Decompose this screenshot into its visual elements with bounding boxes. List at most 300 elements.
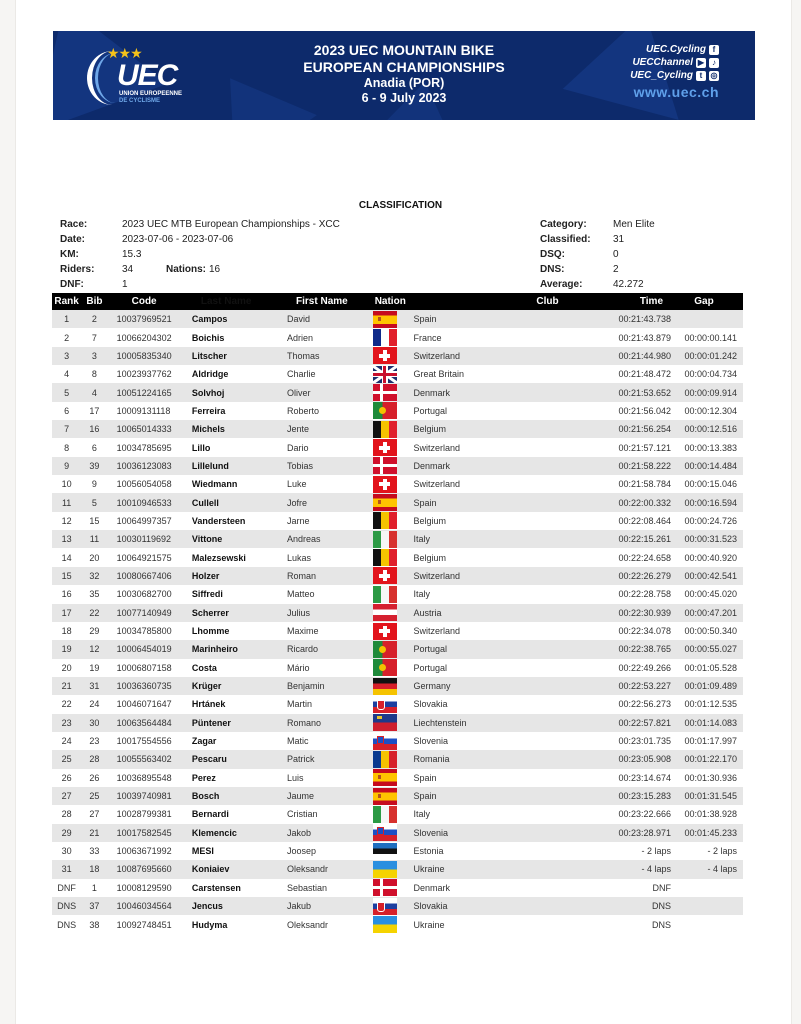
rank-cell: 18 [61,626,72,637]
code-cell: 10008129590 [116,882,172,893]
dns-value: 2 [613,264,619,275]
last-name-cell: Perez [191,772,216,783]
gap-cell: 00:00:42.541 [671,567,743,585]
time-cell: 00:22:26.279 [596,567,671,585]
gap-cell: 00:00:04.734 [684,369,737,380]
gap-cell: 00:01:05.528 [684,662,737,673]
column-header-club: Club [498,293,596,310]
last-name-cell: Boichis [191,332,225,343]
first-name-cell: Thomas [283,347,375,365]
gap-cell [671,897,743,915]
code-cell: 10092748451 [116,919,172,930]
last-name-cell: Jencus [189,897,283,915]
bib-cell: 19 [89,662,100,673]
flag-cell [375,732,414,750]
time-cell: 00:21:58.222 [596,457,671,475]
bib-cell: 33 [89,846,100,857]
column-header-bib: Bib [81,293,107,310]
social-links [630,43,719,100]
gap-cell: 00:00:45.020 [684,589,737,600]
code-cell: 10028799381 [116,809,172,820]
last-name-cell: Litscher [189,347,283,365]
rank-cell: 20 [61,662,72,673]
classification-table [52,293,743,934]
club-cell [498,585,596,603]
club-cell [498,695,596,713]
last-name-cell: Bosch [189,787,283,805]
flag-cell [375,640,414,658]
table-row [52,640,743,658]
column-header-code: Code [108,293,189,310]
club-cell [498,677,596,695]
bib-cell: 9 [91,479,97,490]
table-row [52,310,743,328]
time-cell: 00:23:15.283 [596,787,671,805]
flag-cell [375,714,414,732]
flag-cell [375,695,414,713]
club-cell [498,769,596,787]
rank-cell: 1 [52,310,81,328]
gap-cell: - 2 laps [707,846,737,857]
rank-cell: DNS [57,919,77,930]
bib-cell: 12 [81,640,107,658]
instagram-icon: ◎ [710,70,718,80]
club-cell [498,475,596,493]
club-cell [498,640,596,658]
code-cell: 10080667406 [108,567,189,585]
flag-cell [375,347,414,365]
category-info [540,217,655,292]
table-row [52,695,743,713]
flag-italy-icon [373,531,397,548]
nation-cell: Switzerland [413,442,460,453]
table-row [52,493,743,511]
flag-slovenia-icon [373,824,397,841]
rank-cell: 8 [64,442,70,453]
last-name-cell: Campos [189,310,283,328]
flag-austria-icon [373,604,397,621]
club-cell [498,402,596,420]
nation-cell: Denmark [413,383,498,401]
table-row [52,548,743,566]
rank-cell: 23 [52,714,81,732]
banner-dates: 6 - 9 July 2023 [361,91,447,105]
flag-belgium-icon [373,421,397,438]
table-row [52,677,743,695]
club-cell [498,604,596,622]
last-name-cell: Hudyma [191,919,228,930]
gap-cell: 00:00:14.484 [671,457,743,475]
bib-cell: 1 [91,882,97,893]
bib-cell: 30 [81,714,107,732]
social-row-twitter [630,69,719,82]
flag-switzerland-icon [373,623,397,640]
rank-cell: 31 [52,860,81,878]
nation-cell: Slovenia [413,824,498,842]
code-cell: 10066204302 [116,332,172,343]
nation-cell: Denmark [413,882,450,893]
first-name-cell: Roberto [287,405,320,416]
club-cell [498,787,596,805]
first-name-cell: Oliver [283,383,375,401]
club-cell [498,328,596,346]
table-row [52,457,743,475]
code-cell: 10023937762 [116,369,172,380]
nation-cell: Slovenia [413,736,448,747]
last-name-cell: Carstensen [191,882,241,893]
code-cell: 10077140949 [108,604,189,622]
banner-title-line2: EUROPEAN CHAMPIONSHIPS [303,59,505,75]
average-value: 42.272 [613,279,644,290]
rank-cell: 15 [52,567,81,585]
code-cell: 10030682700 [116,589,172,600]
first-name-cell: Matic [287,736,309,747]
code-cell: 10036895548 [116,772,172,783]
first-name-cell: Martin [287,699,313,710]
flag-liechtenstein-icon [373,714,397,731]
dsq-label: DSQ: [540,249,565,260]
table-row [52,860,743,878]
nation-cell: Switzerland [413,567,498,585]
time-cell: 00:22:00.332 [596,493,671,511]
table-row [52,732,743,750]
nation-cell: Portugal [413,640,498,658]
nation-cell: Portugal [413,662,447,673]
gap-cell: 00:00:31.523 [671,530,743,548]
table-row [52,915,743,933]
bib-cell: 39 [81,457,107,475]
website-link: www.uec.ch [633,84,719,100]
first-name-cell: Roman [283,567,375,585]
flag-cell [375,493,414,511]
club-cell [498,310,596,328]
bib-cell: 7 [91,332,97,343]
facebook-icon: f [709,45,719,55]
logo-text: UEC [117,59,178,92]
bib-cell: 22 [81,604,107,622]
bib-cell: 35 [89,589,100,600]
document-title: CLASSIFICATION [358,200,443,211]
club-cell [498,750,596,768]
gap-cell: 00:01:12.535 [684,699,737,710]
social-handle: UEC_Cycling [630,70,693,81]
first-name-cell: Benjamin [283,677,375,695]
code-cell: 10009131118 [116,405,171,416]
time-cell: 00:22:38.765 [596,640,671,658]
club-cell [498,512,596,530]
table-row [52,805,743,823]
last-name-cell: Lhomme [191,626,230,637]
club-cell [498,530,596,548]
flag-cell [375,750,414,768]
rank-cell: 10 [61,479,72,490]
race-info [60,217,340,292]
gap-cell: 00:01:14.083 [671,714,743,732]
twitter-icon: t [696,71,706,81]
time-cell: 00:22:15.261 [596,530,671,548]
flag-romania-icon [373,751,397,768]
bib-cell: 31 [81,677,107,695]
first-name-cell: Maxime [287,626,319,637]
table-row [52,604,743,622]
nation-cell: Ukraine [413,919,445,930]
bib-cell: 37 [81,897,107,915]
flag-cell [375,310,414,328]
km-label: KM: [60,249,79,260]
rank-cell: 27 [52,787,81,805]
nation-cell: Belgium [413,420,498,438]
gap-cell: 00:01:30.936 [684,772,737,783]
first-name-cell: Jakub [283,897,375,915]
flag-estonia-icon [373,843,397,860]
flag-portugal-icon [373,659,397,676]
bib-cell: 32 [81,567,107,585]
rank-cell: DNS [52,897,81,915]
time-cell: DNS [652,919,672,930]
time-cell: 00:23:05.908 [596,750,671,768]
code-cell: 10034785800 [116,626,172,637]
first-name-cell: Luis [287,772,304,783]
flag-germany-icon [373,678,397,695]
gap-cell: 00:00:40.920 [684,552,737,563]
last-name-cell: Aldridge [191,369,229,380]
time-cell: 00:23:14.674 [618,772,672,783]
flag-cell [375,420,414,438]
nation-cell: Italy [413,530,498,548]
classified-value: 31 [613,234,625,245]
last-name-cell: Scherrer [189,604,283,622]
rank-cell: 26 [61,772,72,783]
club-cell [498,842,596,860]
club-cell [498,548,596,566]
logo-stars-icon: ★★★ [107,45,142,61]
classified-label: Classified: [540,234,591,245]
time-cell: 00:21:53.652 [596,383,671,401]
first-name-cell: Ricardo [283,640,375,658]
club-cell [498,622,596,640]
social-handle: UECChannel [632,57,693,68]
flag-switzerland-icon [373,567,397,584]
logo-subtitle: DE CYCLISME [119,98,161,104]
bib-cell: 28 [81,750,107,768]
flag-ukraine-icon [373,861,397,878]
flag-spain-icon [373,494,397,511]
time-cell: 00:22:57.821 [596,714,671,732]
club-cell [498,493,596,511]
last-name-cell: Lillo [191,442,211,453]
bib-cell: 3 [81,347,107,365]
club-cell [498,347,596,365]
nation-cell: Switzerland [413,347,498,365]
bib-cell: 16 [81,420,107,438]
column-header-gap: Gap [671,293,743,310]
date-label: Date: [60,234,86,245]
time-cell: 00:21:56.042 [618,405,672,416]
last-name-cell: Zagar [191,736,217,747]
banner-title-line1: 2023 UEC MOUNTAIN BIKE [313,42,495,58]
code-cell: 10037969521 [108,310,189,328]
bib-cell: 38 [89,919,100,930]
table-row [52,383,743,401]
social-row-facebook [630,43,719,56]
gap-cell: 00:01:09.489 [671,677,743,695]
bib-cell: 11 [81,530,107,548]
gap-cell: 00:00:12.304 [684,405,737,416]
last-name-cell: Wiedmann [191,479,238,490]
gap-cell [671,879,743,897]
time-cell: 00:21:57.121 [618,442,672,453]
gap-cell: 00:00:47.201 [671,604,743,622]
nation-cell: Spain [413,493,498,511]
time-cell: DNS [596,897,671,915]
club-cell [498,714,596,732]
bib-cell: 20 [89,552,100,563]
code-cell: 10017582545 [108,824,189,842]
gap-cell: - 4 laps [671,860,743,878]
gap-cell: 00:00:55.027 [671,640,743,658]
last-name-cell: MESI [191,846,214,857]
flag-cell [375,457,414,475]
nation-cell: Spain [413,310,498,328]
flag-belgium-icon [373,512,397,529]
code-cell: 10010946533 [108,493,189,511]
code-cell: 10030119692 [108,530,189,548]
rank-cell: 25 [52,750,81,768]
bib-cell: 23 [89,736,100,747]
nation-cell: Great Britain [413,369,464,380]
flag-cell [375,328,414,346]
column-header-nation-spacer [413,293,498,310]
code-cell: 10039740981 [108,787,189,805]
flag-cell [375,787,414,805]
first-name-cell: Jaume [283,787,375,805]
rank-cell: 4 [64,369,70,380]
tiktok-icon: ♪ [709,58,719,68]
first-name-cell: Joosep [287,846,317,857]
flag-italy-icon [373,806,397,823]
gap-cell: 00:01:38.928 [684,809,737,820]
club-cell [498,659,596,677]
club-cell [498,567,596,585]
table-row [52,769,743,787]
date-value: 2023-07-06 - 2023-07-06 [122,234,234,245]
rank-cell: 7 [52,420,81,438]
first-name-cell: Matteo [287,589,315,600]
table-row [52,787,743,805]
time-cell: 00:22:56.273 [618,699,672,710]
first-name-cell: Sebastian [287,882,328,893]
category-value: Men Elite [613,219,655,230]
gap-cell: 00:00:09.914 [671,383,743,401]
first-name-cell: Patrick [283,750,375,768]
dnf-label: DNF: [60,279,84,290]
nation-cell: Spain [413,787,498,805]
first-name-cell: Lukas [287,552,312,563]
first-name-cell: Jarne [287,515,310,526]
first-name-cell: Oleksandr [283,860,375,878]
rank-cell: 28 [61,809,72,820]
riders-value: 34 [122,264,134,275]
flag-cell [375,769,414,787]
nation-cell: Slovakia [413,897,498,915]
category-label: Category: [540,219,587,230]
code-cell: 10036360735 [108,677,189,695]
flag-slovakia-icon [373,696,397,713]
flag-cell [375,475,414,493]
table-row [52,530,743,548]
code-cell: 10087695660 [108,860,189,878]
social-handle: UEC.Cycling [645,44,706,55]
flag-spain-icon [373,311,397,328]
flag-cell [375,659,414,677]
nation-cell: Estonia [413,846,444,857]
table-row [52,842,743,860]
table-row [52,622,743,640]
first-name-cell: Mário [287,662,310,673]
last-name-cell: Vittone [189,530,283,548]
code-cell: 10056054058 [116,479,172,490]
first-name-cell: Romano [283,714,375,732]
last-name-cell: Hrtánek [191,699,226,710]
time-cell: 00:21:43.738 [596,310,671,328]
last-name-cell: Bernardi [191,809,229,820]
gap-cell: 00:00:16.594 [671,493,743,511]
code-cell: 10006454019 [108,640,189,658]
code-cell: 10064921575 [116,552,172,563]
gap-cell: 00:01:22.170 [671,750,743,768]
club-cell [498,420,596,438]
rank-cell: 29 [52,824,81,842]
flag-switzerland-icon [373,476,397,493]
club-cell [498,915,596,933]
flag-cell [375,805,414,823]
table-row [52,897,743,915]
time-cell: 00:22:08.464 [618,515,672,526]
time-cell: 00:22:24.658 [618,552,672,563]
gap-cell [671,310,743,328]
time-cell: 00:22:28.758 [618,589,672,600]
table-row [52,328,743,346]
first-name-cell: Tobias [283,457,375,475]
flag-cell [375,824,414,842]
club-cell [498,365,596,383]
rank-cell: 21 [52,677,81,695]
flag-slovenia-icon [373,733,397,750]
flag-cell [375,842,414,860]
nation-cell: Belgium [413,515,446,526]
nation-cell: Austria [413,604,498,622]
last-name-cell: Vandersteen [191,515,246,526]
club-cell [498,805,596,823]
bib-cell: 24 [89,699,100,710]
table-row [52,879,743,897]
flag-cell [375,915,414,933]
logo-subtitle: UNION EUROPEENNE [119,91,183,97]
rank-cell: 13 [52,530,81,548]
nation-cell: Belgium [413,552,446,563]
flag-cell [375,365,414,383]
table-row [52,402,743,420]
last-name-cell: Malezsewski [191,552,246,563]
flag-cell [375,402,414,420]
riders-label: Riders: [60,264,95,275]
bib-cell: 2 [81,310,107,328]
bib-cell: 25 [81,787,107,805]
last-name-cell: Püntener [189,714,283,732]
flag-cell [375,512,414,530]
first-name-cell: Jofre [283,493,375,511]
flag-cell [375,548,414,566]
